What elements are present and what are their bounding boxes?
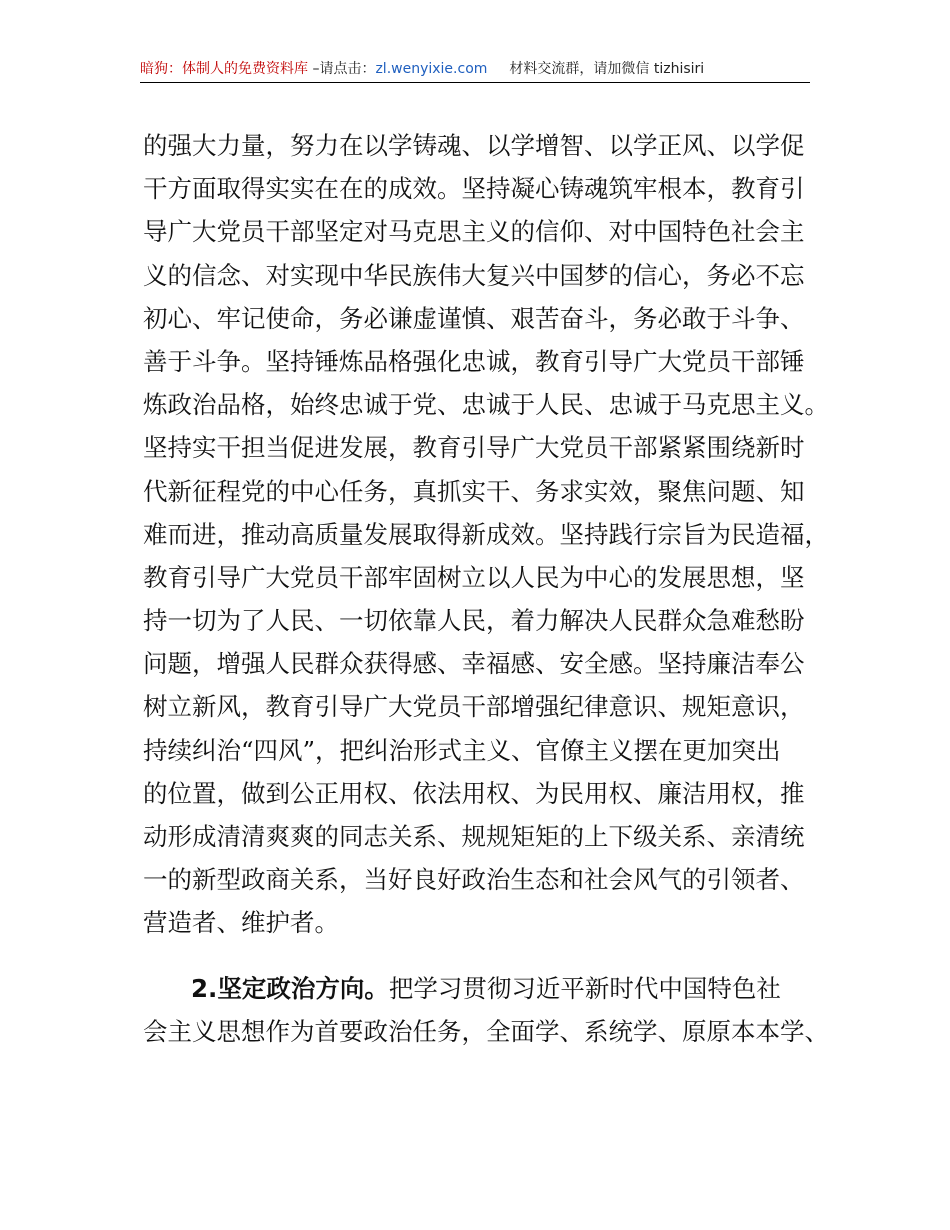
paragraph-1-line: 一的新型政商关系，当好良好政治生态和社会风气的引领者、 [143, 865, 805, 895]
paragraph-1-line: 营造者、维护者。 [143, 908, 339, 938]
paragraph-1-line: 动形成清清爽爽的同志关系、规规矩矩的上下级关系、亲清统 [143, 822, 805, 851]
document-body [143, 124, 833, 1053]
header-url-link[interactable]: zl.wenyixie.com [375, 61, 488, 77]
paragraph-1-line: 问题，增强人民群众获得感、幸福感、安全感。坚持廉洁奉公 [143, 649, 805, 679]
paragraph-1-line: 代新征程党的中心任务，真抓实干、务求实效，聚焦问题、知 [143, 476, 805, 506]
paragraph-1-line: 持一切为了人民、一切依靠人民，着力解决人民群众急难愁盼 [143, 606, 805, 636]
paragraph-1-line: 持续纠治“四风”，把纠治形式主义、官僚主义摆在更加突出 [143, 735, 781, 765]
paragraph-1-line: 导广大党员干部坚定对马克思主义的信仰、对中国特色社会主 [143, 217, 805, 247]
section-2-first-line [143, 967, 833, 1010]
section-2-first-line-text: 把学习贯彻习近平新时代中国特色社 [388, 973, 781, 1003]
paragraph-1-line: 的强大力量，努力在以学铸魂、以学增智、以学正风、以学促 [143, 131, 805, 160]
header-click-prompt: –请点击： [308, 61, 376, 77]
section-2-heading: 2.坚定政治方向。 [191, 973, 389, 1003]
page-header [140, 58, 810, 80]
paragraph-1-line: 的位置，做到公正用权、依法用权、为民用权、廉洁用权，推 [143, 778, 805, 808]
section-2-second-line: 会主义思想作为首要政治任务，全面学、系统学、原原本本学、 [143, 1016, 829, 1046]
paragraph-1-line: 干方面取得实实在在的成效。坚持凝心铸魂筑牢根本，教育引 [143, 174, 805, 204]
paragraph-1-line: 善于斗争。坚持锤炼品格强化忠诚，教育引导广大党员干部锤 [143, 346, 805, 376]
paragraph-1-line: 难而进，推动高质量发展取得新成效。坚持践行宗旨为民造福， [143, 519, 829, 549]
header-site-name: 暗狗：体制人的免费资料库 [140, 61, 308, 77]
paragraph-1-line: 炼政治品格，始终忠诚于党、忠诚于人民、忠诚于马克思主义。 [143, 390, 829, 420]
paragraph-1-line: 初心、牢记使命，务必谦虚谨慎、艰苦奋斗，务必敢于斗争、 [143, 303, 805, 333]
paragraph-1-line: 教育引导广大党员干部牢固树立以人民为中心的发展思想，坚 [143, 562, 805, 592]
paragraph-1-line: 义的信念、对实现中华民族伟大复兴中国梦的信心，务必不忘 [143, 260, 805, 290]
paragraph-1 [143, 124, 833, 945]
paragraph-1-line: 坚持实干担当促进发展，教育引导广大党员干部紧紧围绕新时 [143, 433, 805, 463]
paragraph-1-line: 树立新风，教育引导广大党员干部增强纪律意识、规矩意识， [143, 692, 805, 722]
header-divider [140, 82, 810, 83]
header-wechat-note: 材料交流群，请加微信 tizhisiri [509, 61, 705, 77]
